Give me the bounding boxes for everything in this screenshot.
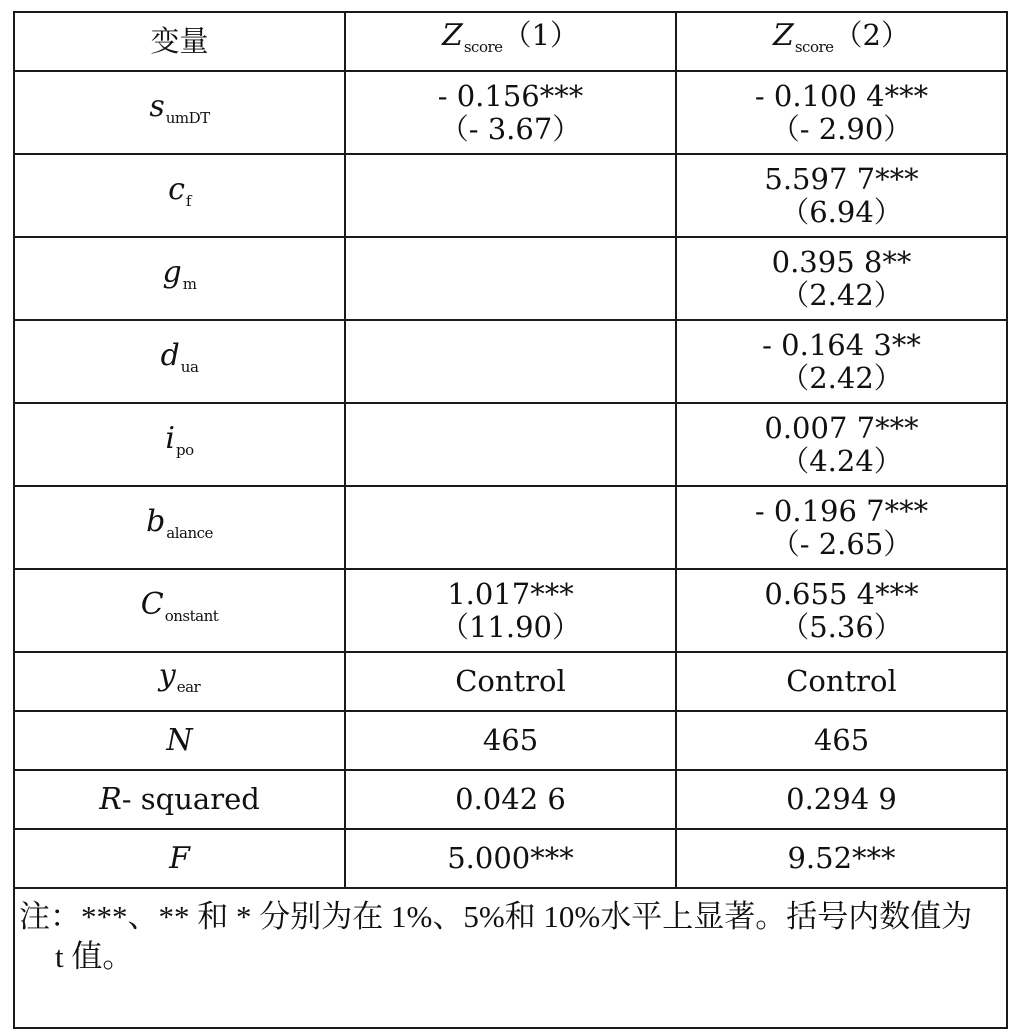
model-1-cell	[345, 320, 676, 403]
r-squared-2: 0.294 9	[786, 782, 897, 816]
header-model-2-suffix: （2）	[833, 18, 910, 52]
n-value-2: 465	[813, 723, 870, 757]
table-row	[14, 71, 1007, 154]
variable-cell	[14, 569, 345, 652]
model-1-cell	[345, 569, 676, 652]
variable-subscript: umDT	[165, 109, 210, 127]
variable-symbol: R	[99, 782, 122, 817]
t-value: （2.42）	[780, 277, 903, 312]
model-1-cell	[345, 829, 676, 888]
table-row	[14, 403, 1007, 486]
variable-cell	[14, 154, 345, 237]
coefficient: 0.007 7***	[764, 410, 919, 445]
header-variable-label: 变量	[150, 24, 209, 58]
variable-symbol: F	[169, 841, 190, 876]
table-row	[14, 486, 1007, 569]
f-value-1: 5.000***	[447, 841, 574, 875]
note-line-2: t 值。	[55, 939, 134, 974]
header-model-1-var: Z	[442, 18, 463, 53]
coefficient: 5.597 7***	[764, 161, 919, 196]
model-2-cell	[676, 71, 1007, 154]
variable-cell	[14, 652, 345, 711]
table-row	[14, 569, 1007, 652]
t-value: （- 2.90）	[770, 111, 913, 146]
r-squared-1: 0.042 6	[455, 782, 566, 816]
model-1-cell	[345, 652, 676, 711]
variable-subscript: onstant	[164, 607, 219, 625]
variable-suffix: - squared	[121, 782, 260, 816]
note-line-1: 注：***、** 和 * 分别为在 1%、5%和 10%水平上显著。括号内数值为	[19, 899, 973, 934]
header-model-1	[345, 12, 676, 71]
model-1-cell	[345, 71, 676, 154]
year-control-1: Control	[455, 664, 566, 698]
variable-cell	[14, 71, 345, 154]
variable-cell	[14, 403, 345, 486]
variable-subscript: alance	[166, 524, 213, 542]
variable-cell	[14, 237, 345, 320]
t-value: （- 2.65）	[770, 526, 913, 561]
model-2-cell	[676, 652, 1007, 711]
variable-symbol: c	[168, 172, 185, 207]
variable-subscript: f	[185, 192, 191, 210]
model-1-cell	[345, 711, 676, 770]
table-row	[14, 154, 1007, 237]
t-value: （2.42）	[780, 360, 903, 395]
table-row	[14, 237, 1007, 320]
variable-symbol: g	[162, 255, 182, 290]
header-model-2-var: Z	[773, 18, 794, 53]
f-value-2: 9.52***	[787, 841, 896, 875]
header-model-1-suffix: （1）	[502, 18, 579, 52]
coefficient: - 0.196 7***	[754, 493, 929, 528]
variable-subscript: ear	[176, 678, 201, 696]
coefficient: 0.395 8**	[771, 244, 912, 279]
variable-symbol: C	[140, 587, 164, 622]
coefficient: - 0.100 4***	[754, 78, 929, 113]
t-value: （5.36）	[780, 609, 903, 644]
variable-subscript: po	[175, 441, 194, 459]
model-1-cell	[345, 237, 676, 320]
header-variable	[14, 12, 345, 71]
year-control-2: Control	[786, 664, 897, 698]
variable-subscript: m	[182, 275, 197, 293]
model-2-cell	[676, 829, 1007, 888]
model-2-cell	[676, 486, 1007, 569]
regression-table	[13, 11, 1008, 1029]
model-2-cell	[676, 154, 1007, 237]
variable-symbol: N	[166, 723, 193, 758]
header-model-1-sub: score	[463, 38, 503, 56]
r-squared-row	[14, 770, 1007, 829]
n-row	[14, 711, 1007, 770]
variable-subscript: ua	[180, 358, 199, 376]
model-2-cell	[676, 569, 1007, 652]
year-row	[14, 652, 1007, 711]
model-2-cell	[676, 770, 1007, 829]
variable-cell	[14, 829, 345, 888]
variable-cell	[14, 486, 345, 569]
model-2-cell	[676, 237, 1007, 320]
variable-symbol: y	[158, 658, 176, 693]
table-note	[14, 888, 1007, 1028]
variable-symbol: s	[149, 89, 165, 124]
header-row	[14, 12, 1007, 71]
variable-symbol: d	[160, 338, 180, 373]
variable-cell	[14, 320, 345, 403]
coefficient: 0.655 4***	[764, 576, 919, 611]
variable-symbol: i	[165, 421, 175, 456]
t-value: （11.90）	[439, 609, 582, 644]
n-value-1: 465	[482, 723, 539, 757]
model-2-cell	[676, 320, 1007, 403]
variable-symbol: b	[146, 504, 166, 539]
table-row	[14, 320, 1007, 403]
model-2-cell	[676, 403, 1007, 486]
model-1-cell	[345, 770, 676, 829]
t-value: （4.24）	[780, 443, 903, 478]
model-1-cell	[345, 403, 676, 486]
header-model-2-sub: score	[794, 38, 834, 56]
t-value: （- 3.67）	[439, 111, 582, 146]
model-1-cell	[345, 154, 676, 237]
note-row	[14, 888, 1007, 1028]
model-1-cell	[345, 486, 676, 569]
header-model-2	[676, 12, 1007, 71]
coefficient: - 0.156***	[437, 78, 584, 113]
coefficient: 1.017***	[447, 576, 574, 611]
t-value: （6.94）	[780, 194, 903, 229]
f-row	[14, 829, 1007, 888]
variable-cell	[14, 711, 345, 770]
variable-cell	[14, 770, 345, 829]
model-2-cell	[676, 711, 1007, 770]
coefficient: - 0.164 3**	[762, 327, 921, 362]
